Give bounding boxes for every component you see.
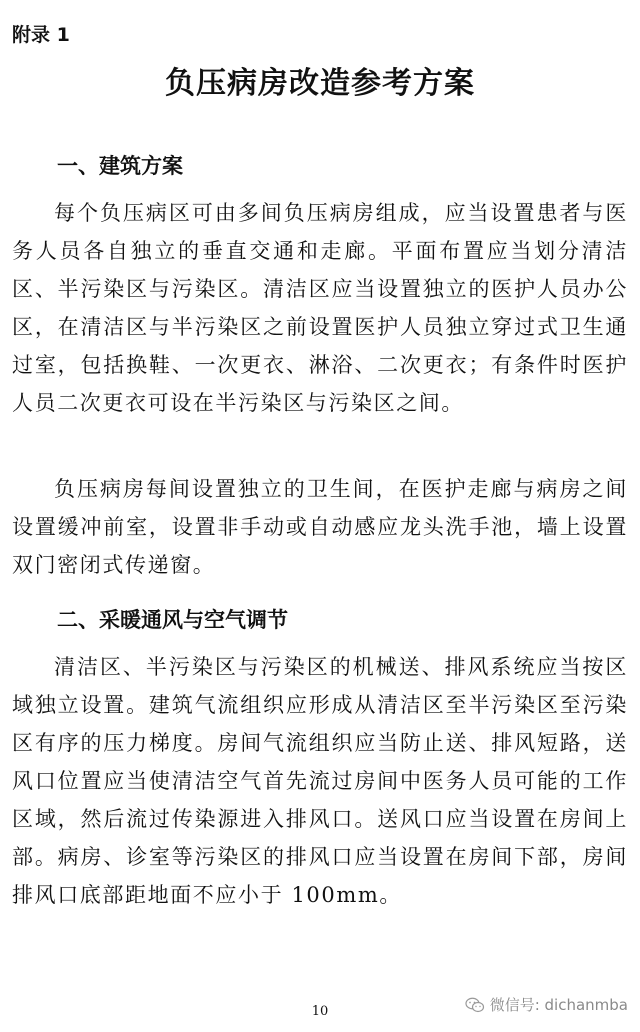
paragraph-architecture-2: 负压病房每间设置独立的卫生间，在医护走廊与病房之间设置缓冲前室，设置非手动或自动感应龙头洗手池，墙上设置双门密闭式传递窗。 [12, 477, 628, 577]
appendix-label: 附录 1 [12, 24, 70, 46]
paragraph-hvac-1: 清洁区、半污染区与污染区的机械送、排风系统应当按区域独立设置。建筑气流组织应形成从清洁区至半污染区至污染区有序的压力梯度。房间气流组织应当防止送、排风短路，送风口位置应当使清洁空气首先流过房间中医务人员可能的工作区域，然后流过传染源进入排风口。送风口应当设置在房间上部。病房、诊室等污染区的排风口应当设置在房间下部，房间排风口底部距地面不应小于 100mm。 [12, 655, 628, 907]
wechat-icon [465, 997, 485, 1013]
section-heading-architecture: 一、建筑方案 [57, 154, 183, 178]
document-title: 负压病房改造参考方案 [165, 66, 475, 101]
wechat-watermark [465, 994, 628, 1015]
page-number: 10 [311, 1004, 329, 1019]
watermark-text: 微信号: dichanmba [489, 996, 628, 1014]
paragraph-architecture-1: 每个负压病区可由多间负压病房组成，应当设置患者与医务人员各自独立的垂直交通和走廊。平面布置应当划分清洁区、半污染区与污染区。清洁区应当设置独立的医护人员办公区，在清洁区与半污染区之前设置医护人员独立穿过式卫生通过室，包括换鞋、一次更衣、淋浴、二次更衣；有条件时医护人员二次更衣可设在半污染区与污染区之间。 [12, 201, 628, 415]
section-heading-hvac: 二、采暖通风与空气调节 [57, 608, 288, 632]
